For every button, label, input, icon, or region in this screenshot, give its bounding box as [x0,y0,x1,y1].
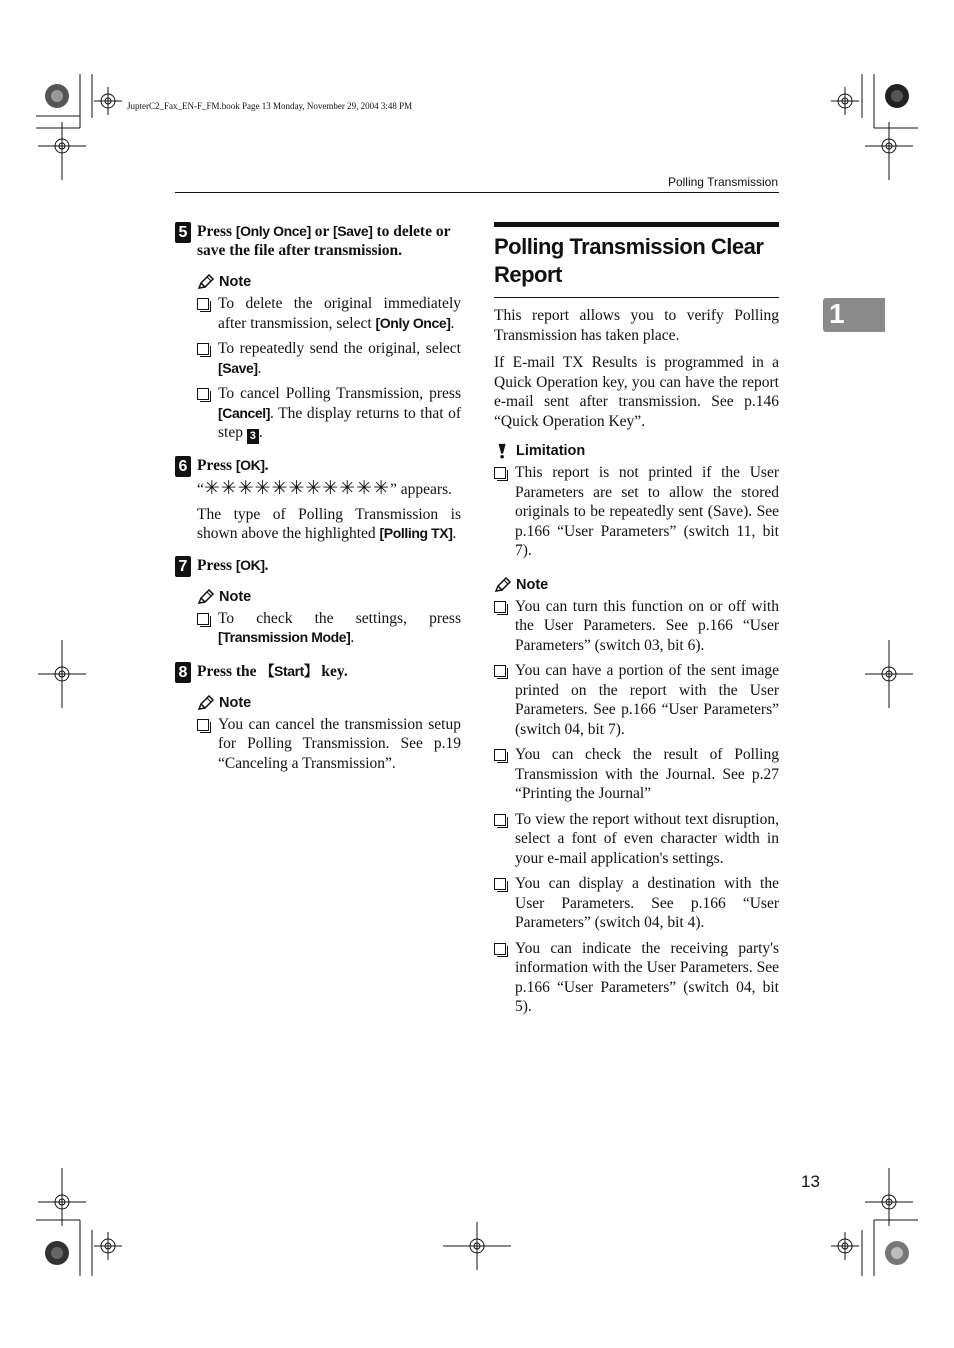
checkbox-bullet-icon [494,814,506,826]
note-heading [197,695,461,711]
note-list [197,715,461,774]
section-title: Polling Transmission Clear Report [494,234,764,287]
left-column [175,222,461,779]
note-heading [197,589,461,605]
pencil-icon [197,695,215,711]
step-number: 8 [175,662,191,683]
step-text: . [264,457,269,474]
intro-paragraph: This report allows you to verify Polling Transmission has taken place. [494,307,779,344]
checkbox-bullet-icon [197,343,209,355]
book-info-line: JupterC2_Fax_EN-F_FM.book Page 13 Monday, November 29, 2004 3:48 PM [127,101,413,111]
list-item [494,661,779,739]
list-item [494,810,779,869]
step-text: Press [197,223,236,240]
section-rule [494,222,779,227]
step-number: 5 [175,222,191,243]
key-label: [Only Once] [235,223,311,239]
list-item [197,609,461,648]
item-text: To view the report without text disruption, select a font of even character width in your e-mail application's settings. [515,810,779,867]
note-heading [494,577,779,593]
key-label: [Only Once] [375,314,451,331]
checkbox-bullet-icon [197,388,209,400]
step-number: 6 [175,456,191,477]
list-item [494,745,779,804]
step-paragraph [197,505,461,544]
asterisk-display: ✳✳✳✳✳✳✳✳✳✳✳ [203,477,391,499]
key-label: 【Start】 [260,662,318,679]
chapter-number: 1 [829,298,845,329]
note-label: Note [516,576,549,593]
header-rule [175,192,779,193]
checkbox-bullet-icon [494,749,506,761]
step-5 [175,222,461,260]
step-7 [175,556,461,575]
running-header: Polling Transmission [667,175,778,189]
list-item [494,874,779,933]
item-text: You can indicate the receiving party's information with the User Parameters. See p.166 “User Parameters” (switch 04, bit 5). [515,939,779,1015]
checkbox-bullet-icon [494,601,506,613]
checkbox-bullet-icon [197,613,209,625]
page-number: 13 [801,1172,820,1191]
checkbox-bullet-icon [494,943,506,955]
list-item [197,384,461,444]
step-text: to delete or save the file after transmission. [197,223,451,259]
checkbox-bullet-icon [494,878,506,890]
list-item [494,939,779,1017]
item-text: . [450,314,455,332]
checkbox-bullet-icon [197,298,209,310]
key-label: [Save] [218,359,258,376]
item-text: . [258,424,263,441]
step-number: 7 [175,556,191,577]
step-text: Press [197,457,236,474]
key-label: [Save] [332,223,373,239]
limitation-list [494,463,779,561]
step-8 [175,662,461,681]
item-text: You can turn this function on or off with the User Parameters. See p.166 “User Parameters” (switch 03, bit 6). [515,597,779,654]
step-text: Press [197,556,236,574]
pencil-icon [494,577,512,593]
key-label: [OK] [235,457,265,473]
item-text: You can cancel the transmission setup for Polling Transmission. See p.19 “Canceling a Transmission”. [218,715,461,772]
note-list [197,609,461,648]
list-item [197,715,461,774]
item-text: To repeatedly send the original, select [218,340,461,357]
limitation-label: Limitation [516,443,586,459]
note-heading [197,274,461,290]
list-item [197,294,461,333]
note-label: Note [219,588,252,605]
step-text: or [310,223,333,240]
item-text: You can have a portion of the sent image printed on the report with the User Parameters. See p.166 “User Parameters” (switch 04, bit 7). [515,662,779,738]
item-text: You can check the result of Polling Transmission with the Journal. See p.27 “Printing the Journal” [515,746,779,802]
item-text: You can display a destination with the User Parameters. See p.166 “User Parameters” (switch 04, bit 4). [515,875,779,931]
item-text: This report is not printed if the User Parameters are set to allow the stored originals to be repeatedly sent (Save). See p.166 “User Parameters” (switch 11, bit 7). [515,464,779,559]
note-label: Note [219,274,252,290]
note-list [494,597,779,1017]
list-item [197,339,461,378]
step-6 [175,456,461,475]
checkbox-bullet-icon [494,665,506,677]
note-list [197,294,461,444]
exclamation-icon [494,443,512,459]
item-text: . The display returns to that of step [218,404,461,441]
note-label: Note [219,694,252,711]
checkbox-bullet-icon [494,467,506,479]
key-label: [OK] [235,556,265,573]
right-column [494,222,779,1023]
key-label: [Cancel] [218,404,271,421]
list-item [494,463,779,561]
item-text: . [257,359,262,377]
item-text: To delete the original immediately after transmission, select [218,295,461,332]
key-label: [Transmission Mode] [218,629,351,645]
list-item [494,597,779,656]
quote-open: “ [197,481,204,498]
pencil-icon [197,274,215,290]
intro-paragraph: If E-mail TX Results is programmed in a Quick Operation key, you can have the report e-mail sent after transmission. See p.146 “Quick Operation Key”. [494,354,779,430]
limitation-heading [494,443,779,459]
step-text: Press the [197,662,261,680]
step-text: . [264,556,269,574]
chapter-tab [823,298,885,332]
checkbox-bullet-icon [197,719,209,731]
para-text: The type of Polling Transmission is shown above the highlighted [197,505,461,542]
item-text: . [350,629,355,646]
step-reference: 3 [247,429,259,444]
quote-close: ” appears. [390,481,452,498]
key-label: [Polling TX] [379,525,453,541]
para-text: . [452,525,457,542]
item-text: To cancel Polling Transmission, press [218,385,461,402]
pencil-icon [197,589,215,605]
step-paragraph [197,479,461,500]
item-text: To check the settings, press [218,609,461,627]
step-text: key. [317,662,348,680]
